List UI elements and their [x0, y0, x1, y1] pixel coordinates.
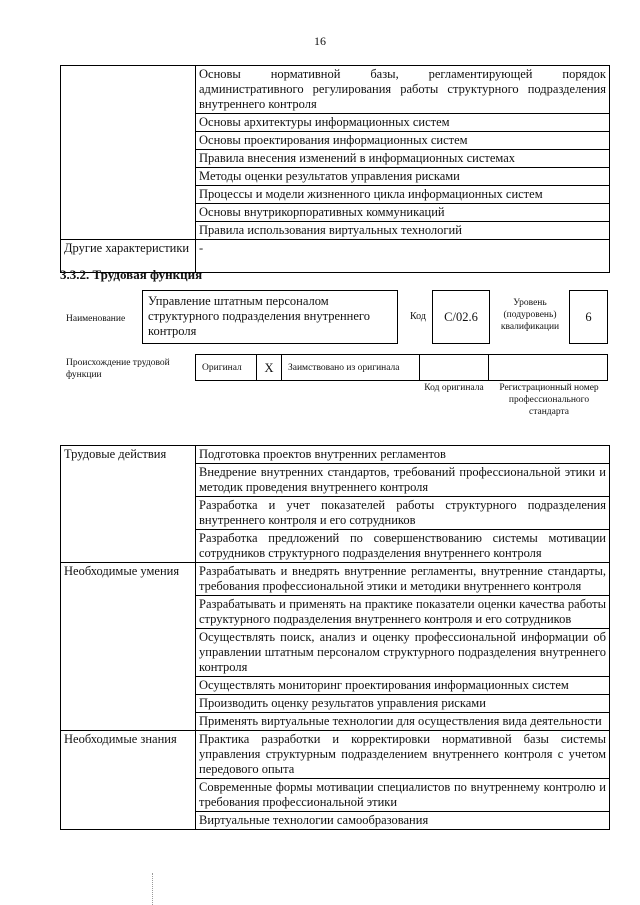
level-value: 6 [569, 290, 608, 344]
knowledge-table-continuation [60, 65, 610, 273]
table-cell: Виртуальные технологии самообразования [196, 812, 610, 830]
table-cell: Современные формы мотивации специалистов по внутреннему контролю и требования профессиональной этики [196, 779, 610, 812]
table-cell: Процессы и модели жизненного цикла информационных систем [196, 186, 610, 204]
original-code-box [419, 354, 489, 381]
table-cell: Производить оценку результатов управления рисками [196, 695, 610, 713]
code-label: Код [410, 311, 426, 322]
borrowed-label: Заимствовано из оригинала [281, 354, 420, 381]
table-cell: Методы оценки результатов управления рисками [196, 168, 610, 186]
table-label-cell [61, 66, 196, 240]
table-cell: Правила использования виртуальных технологий [196, 222, 610, 240]
code-caption: Код оригинала [424, 383, 484, 393]
knowledge-label: Необходимые знания [61, 731, 196, 830]
table-cell: Применять виртуальные технологии для осуществления вида деятельности [196, 713, 610, 731]
level-label: Уровень (подуровень) квалификации [500, 298, 560, 332]
margin-line [152, 873, 153, 905]
table-cell: Осуществлять поиск, анализ и оценку профессиональной информации об управлении штатным персоналом структурного подразделения внутреннего контроля [196, 629, 610, 677]
table-cell: Практика разработки и корректировки нормативной базы системы управления структурным подразделением внутреннего контроля с учетом передового опыта [196, 731, 610, 779]
table-cell: Подготовка проектов внутренних регламентов [196, 446, 610, 464]
table-cell: Разрабатывать и внедрять внутренние регламенты, внутренние стандарты, требования профессиональной этики и методики внутреннего контроля [196, 563, 610, 596]
other-characteristics-label: Другие характеристики [61, 240, 196, 273]
original-label: Оригинал [195, 354, 257, 381]
table-cell: Разработка предложений по совершенствованию системы мотивации сотрудников структурного подразделения внутреннего контроля [196, 530, 610, 563]
registration-caption: Регистрационный номер профессионального стандарта [499, 383, 599, 417]
page-number: 16 [314, 34, 326, 48]
table-cell: Основы нормативной базы, регламентирующей порядок административного регулирования работы структурного подразделения внутреннего контроля [196, 66, 610, 114]
name-value: Управление штатным персоналом структурного подразделения внутреннего контроля [142, 290, 398, 344]
table-cell: Осуществлять мониторинг проектирования информационных систем [196, 677, 610, 695]
skills-label: Необходимые умения [61, 563, 196, 731]
table-cell: Разработка и учет показателей работы структурного подразделения внутреннего контроля и его сотрудников [196, 497, 610, 530]
table-cell: Внедрение внутренних стандартов, требований профессиональной этики и методик проведения внутреннего контроля [196, 464, 610, 497]
table-cell: Основы внутрикорпоративных коммуникаций [196, 204, 610, 222]
name-label: Наименование [66, 314, 126, 324]
origin-label: Происхождение трудовой функции [66, 358, 170, 380]
table-cell: Основы проектирования информационных систем [196, 132, 610, 150]
code-value: C/02.6 [432, 290, 490, 344]
table-cell: Разрабатывать и применять на практике показатели оценки качества работы структурного подразделения внутреннего контроля и его сотрудников [196, 596, 610, 629]
labor-function-table [60, 445, 610, 830]
registration-number-box [488, 354, 608, 381]
other-characteristics-value: - [196, 240, 610, 273]
original-mark: X [256, 354, 282, 381]
table-cell: Правила внесения изменений в информационных системах [196, 150, 610, 168]
section-heading: 3.3.2. Трудовая функция [60, 267, 203, 282]
table-cell: Основы архитектуры информационных систем [196, 114, 610, 132]
labor-actions-label: Трудовые действия [61, 446, 196, 563]
